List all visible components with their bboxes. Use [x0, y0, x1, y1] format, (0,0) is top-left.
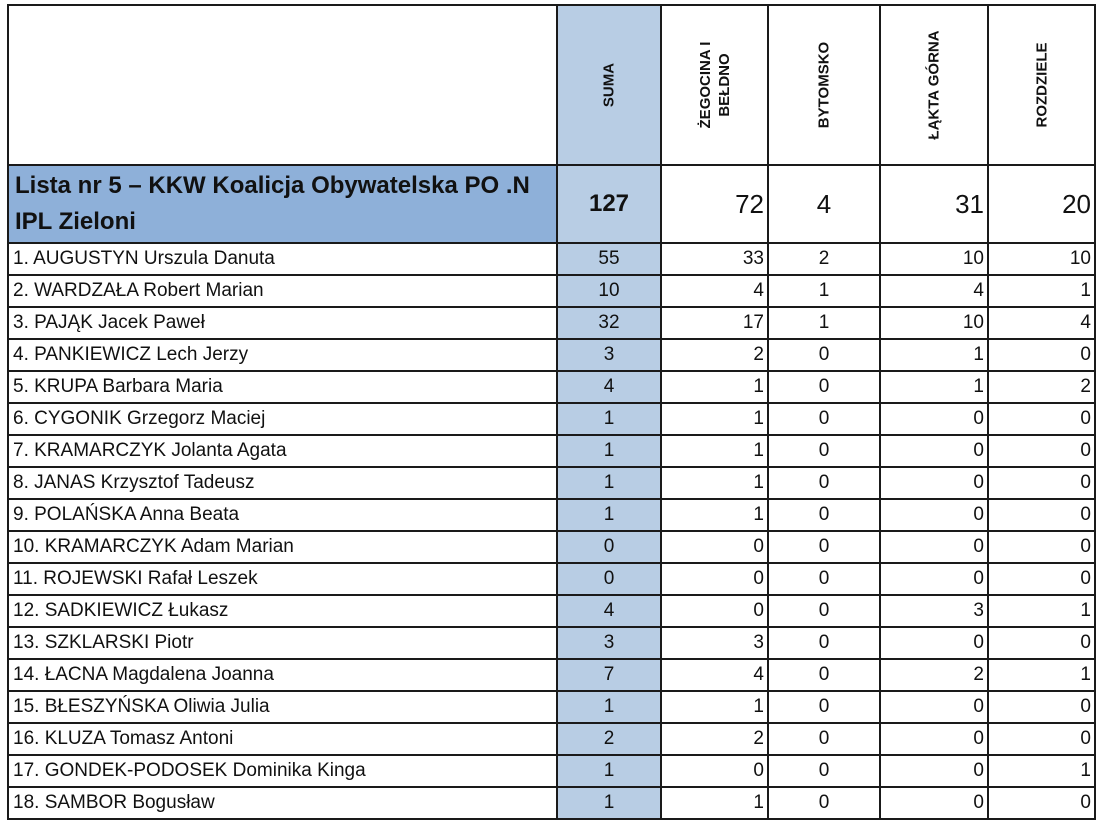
candidate-value-bytomsko: 0 [768, 467, 880, 499]
candidate-value-bytomsko: 0 [768, 403, 880, 435]
header-rozdziele [988, 5, 1095, 165]
table-row [8, 659, 1095, 691]
candidate-name: 15. BŁESZYŃSKA Oliwia Julia [8, 691, 557, 723]
candidate-value-rozdziele: 1 [988, 275, 1095, 307]
header-zegocina-line2: BEŁDNO [715, 53, 733, 117]
candidate-name: 10. KRAMARCZYK Adam Marian [8, 531, 557, 563]
candidate-value-zegocina: 1 [661, 371, 768, 403]
table-row [8, 723, 1095, 755]
candidate-name: 5. KRUPA Barbara Maria [8, 371, 557, 403]
candidate-suma: 1 [557, 787, 661, 819]
header-rozdziele-label: ROZDZIELE [1033, 42, 1050, 128]
header-bytomsko-label: BYTOMSKO [815, 41, 833, 129]
candidate-name: 12. SADKIEWICZ Łukasz [8, 595, 557, 627]
candidate-name: 13. SZKLARSKI Piotr [8, 627, 557, 659]
candidate-value-rozdziele: 0 [988, 627, 1095, 659]
candidate-suma: 10 [557, 275, 661, 307]
candidate-name: 17. GONDEK-PODOSEK Dominika Kinga [8, 755, 557, 787]
candidate-suma: 1 [557, 755, 661, 787]
candidate-value-rozdziele: 1 [988, 755, 1095, 787]
candidate-value-rozdziele: 0 [988, 467, 1095, 499]
candidate-name: 8. JANAS Krzysztof Tadeusz [8, 467, 557, 499]
candidate-value-lakta-gorna: 0 [880, 787, 988, 819]
candidate-value-zegocina: 2 [661, 723, 768, 755]
candidate-value-bytomsko: 0 [768, 339, 880, 371]
candidate-value-lakta-gorna: 0 [880, 403, 988, 435]
candidate-value-lakta-gorna: 0 [880, 691, 988, 723]
candidate-value-rozdziele: 0 [988, 787, 1095, 819]
header-lakta-gorna [880, 5, 988, 165]
candidate-value-rozdziele: 1 [988, 595, 1095, 627]
table-row [8, 275, 1095, 307]
candidate-value-bytomsko: 2 [768, 243, 880, 275]
table-row [8, 371, 1095, 403]
table-row [8, 467, 1095, 499]
header-zegocina-line1: ŻEGOCINA I [696, 41, 714, 129]
candidate-value-zegocina: 1 [661, 403, 768, 435]
candidate-name: 1. AUGUSTYN Urszula Danuta [8, 243, 557, 275]
candidate-name: 18. SAMBOR Bogusław [8, 787, 557, 819]
candidate-value-bytomsko: 1 [768, 275, 880, 307]
table-row [8, 691, 1095, 723]
candidate-suma: 55 [557, 243, 661, 275]
candidate-value-lakta-gorna: 10 [880, 307, 988, 339]
table-row [8, 755, 1095, 787]
candidate-value-bytomsko: 0 [768, 435, 880, 467]
candidate-value-bytomsko: 0 [768, 787, 880, 819]
candidate-value-zegocina: 1 [661, 435, 768, 467]
candidate-name: 14. ŁACNA Magdalena Joanna [8, 659, 557, 691]
candidate-suma: 7 [557, 659, 661, 691]
candidate-value-lakta-gorna: 0 [880, 435, 988, 467]
candidate-value-zegocina: 0 [661, 563, 768, 595]
candidate-name: 4. PANKIEWICZ Lech Jerzy [8, 339, 557, 371]
table-row [8, 403, 1095, 435]
list-name: Lista nr 5 – KKW Koalicja Obywatelska PO .N IPL Zieloni [8, 165, 557, 243]
candidate-value-rozdziele: 4 [988, 307, 1095, 339]
candidate-name: 9. POLAŃSKA Anna Beata [8, 499, 557, 531]
candidate-value-lakta-gorna: 1 [880, 371, 988, 403]
candidate-value-rozdziele: 0 [988, 723, 1095, 755]
candidate-value-zegocina: 4 [661, 275, 768, 307]
table-row [8, 787, 1095, 819]
candidate-value-bytomsko: 0 [768, 691, 880, 723]
candidate-value-lakta-gorna: 0 [880, 499, 988, 531]
candidate-value-zegocina: 3 [661, 627, 768, 659]
header-suma [557, 5, 661, 165]
candidate-suma: 4 [557, 595, 661, 627]
candidate-suma: 1 [557, 435, 661, 467]
table-row [8, 595, 1095, 627]
candidate-value-lakta-gorna: 0 [880, 531, 988, 563]
candidate-value-zegocina: 4 [661, 659, 768, 691]
candidate-value-lakta-gorna: 10 [880, 243, 988, 275]
candidate-name: 7. KRAMARCZYK Jolanta Agata [8, 435, 557, 467]
header-zegocina [661, 5, 768, 165]
candidate-value-rozdziele: 2 [988, 371, 1095, 403]
candidate-suma: 3 [557, 627, 661, 659]
candidate-value-lakta-gorna: 3 [880, 595, 988, 627]
candidate-value-lakta-gorna: 4 [880, 275, 988, 307]
list-value-lakta-gorna: 31 [880, 165, 988, 243]
header-empty-cell [8, 5, 557, 165]
candidate-value-zegocina: 1 [661, 467, 768, 499]
candidate-value-lakta-gorna: 0 [880, 755, 988, 787]
table-row [8, 531, 1095, 563]
candidate-value-bytomsko: 1 [768, 307, 880, 339]
candidate-value-zegocina: 17 [661, 307, 768, 339]
candidate-value-bytomsko: 0 [768, 755, 880, 787]
candidate-value-lakta-gorna: 1 [880, 339, 988, 371]
candidate-suma: 4 [557, 371, 661, 403]
table-row [8, 307, 1095, 339]
candidate-name: 16. KLUZA Tomasz Antoni [8, 723, 557, 755]
candidate-value-rozdziele: 0 [988, 339, 1095, 371]
candidate-value-zegocina: 0 [661, 755, 768, 787]
candidate-suma: 0 [557, 563, 661, 595]
candidate-value-lakta-gorna: 0 [880, 563, 988, 595]
results-table [7, 4, 1096, 820]
candidate-value-lakta-gorna: 0 [880, 627, 988, 659]
candidate-suma: 1 [557, 499, 661, 531]
candidate-value-zegocina: 1 [661, 499, 768, 531]
candidate-value-lakta-gorna: 2 [880, 659, 988, 691]
candidate-value-zegocina: 1 [661, 787, 768, 819]
candidate-value-zegocina: 0 [661, 531, 768, 563]
candidate-value-rozdziele: 1 [988, 659, 1095, 691]
candidate-value-zegocina: 33 [661, 243, 768, 275]
candidate-suma: 3 [557, 339, 661, 371]
candidate-suma: 32 [557, 307, 661, 339]
table-row [8, 339, 1095, 371]
header-suma-label: SUMA [600, 62, 618, 108]
candidate-value-zegocina: 0 [661, 595, 768, 627]
candidate-value-rozdziele: 0 [988, 563, 1095, 595]
header-lakta-gorna-label: ŁĄKTA GÓRNA [925, 30, 943, 140]
candidate-name: 11. ROJEWSKI Rafał Leszek [8, 563, 557, 595]
candidate-suma: 2 [557, 723, 661, 755]
candidate-value-zegocina: 1 [661, 691, 768, 723]
table-row [8, 627, 1095, 659]
candidate-suma: 1 [557, 467, 661, 499]
candidate-value-bytomsko: 0 [768, 723, 880, 755]
table-row [8, 435, 1095, 467]
candidate-value-rozdziele: 10 [988, 243, 1095, 275]
candidate-value-rozdziele: 0 [988, 499, 1095, 531]
candidate-value-rozdziele: 0 [988, 403, 1095, 435]
table-row [8, 243, 1095, 275]
list-value-rozdziele: 20 [988, 165, 1095, 243]
candidate-value-bytomsko: 0 [768, 659, 880, 691]
header-bytomsko [768, 5, 880, 165]
candidate-value-rozdziele: 0 [988, 691, 1095, 723]
candidate-value-bytomsko: 0 [768, 563, 880, 595]
candidate-value-bytomsko: 0 [768, 595, 880, 627]
candidate-suma: 1 [557, 691, 661, 723]
table-row [8, 499, 1095, 531]
candidate-name: 2. WARDZAŁA Robert Marian [8, 275, 557, 307]
candidate-value-rozdziele: 0 [988, 531, 1095, 563]
candidate-name: 3. PAJĄK Jacek Paweł [8, 307, 557, 339]
table-row [8, 563, 1095, 595]
candidate-name: 6. CYGONIK Grzegorz Maciej [8, 403, 557, 435]
candidate-value-lakta-gorna: 0 [880, 467, 988, 499]
candidate-value-bytomsko: 0 [768, 499, 880, 531]
list-value-zegocina: 72 [661, 165, 768, 243]
list-value-bytomsko: 4 [768, 165, 880, 243]
candidate-value-bytomsko: 0 [768, 531, 880, 563]
candidate-value-bytomsko: 0 [768, 371, 880, 403]
list-suma: 127 [557, 165, 661, 243]
candidate-value-bytomsko: 0 [768, 627, 880, 659]
header-row [8, 5, 1095, 165]
candidate-value-zegocina: 2 [661, 339, 768, 371]
candidate-suma: 1 [557, 403, 661, 435]
candidate-value-lakta-gorna: 0 [880, 723, 988, 755]
list-total-row [8, 165, 1095, 243]
candidate-suma: 0 [557, 531, 661, 563]
candidate-value-rozdziele: 0 [988, 435, 1095, 467]
